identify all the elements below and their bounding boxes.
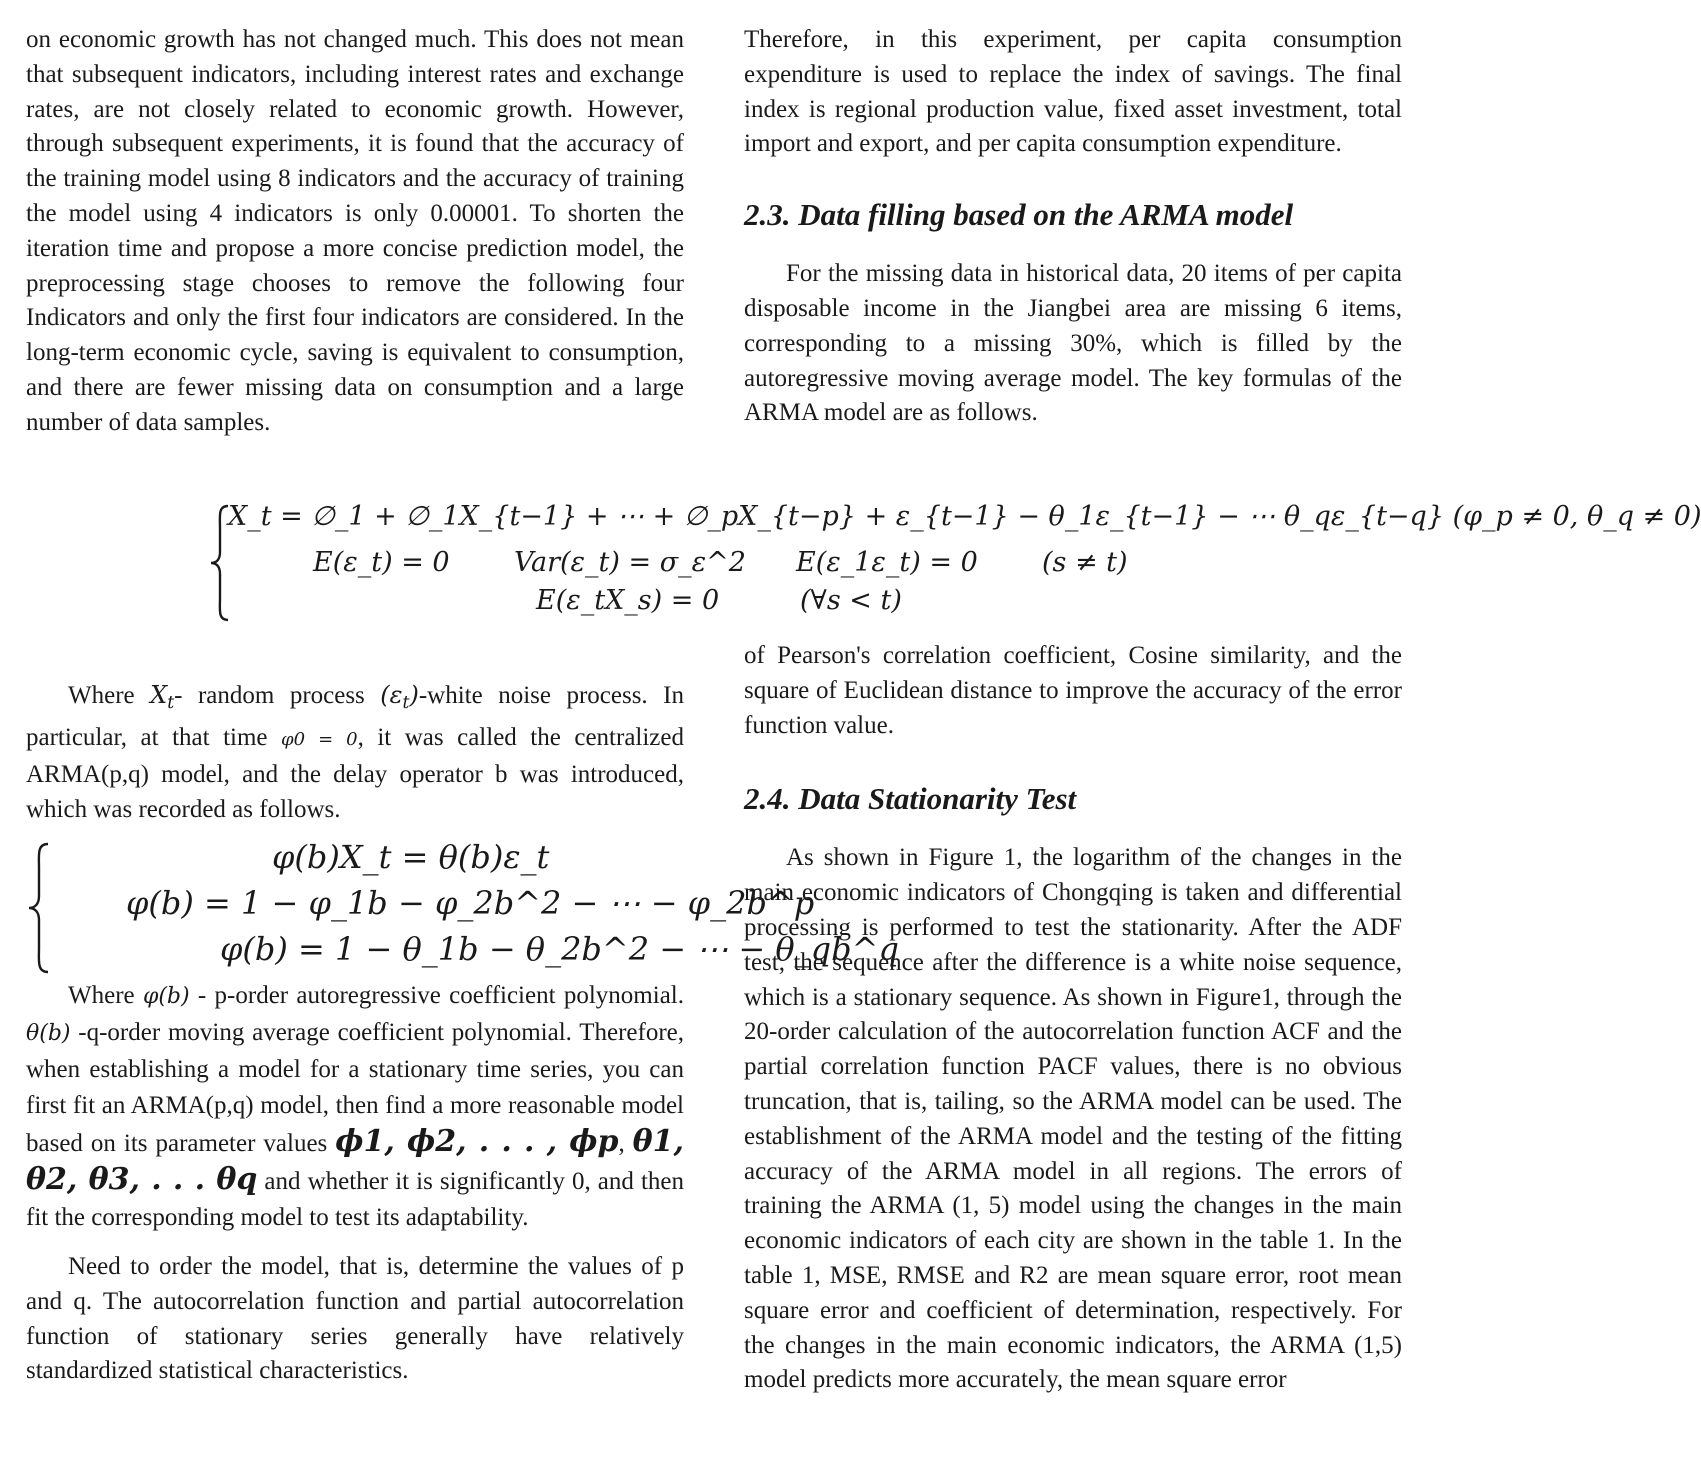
left-column-polynomials — [26, 978, 684, 1389]
paragraph-missing-data: For the missing data in historical data, 20 items of per capita disposable income in the Jiangbei area are missing 6 items, corresponding to a missing 30%, which is filled by the autoregressive moving average model. The key formulas of the ARMA model are as follows. — [744, 260, 1402, 427]
right-column-middle — [744, 639, 1402, 1398]
symbol-theta-parameters: θ1, θ2, θ3, . . . θq — [26, 1124, 684, 1197]
paragraph-economic-growth: on economic growth has not changed much. This does not mean that subsequent indicators, including interest rates and exchange rates, are not closely related to economic growth. However, through subsequent experiments, it is found that the accuracy of the training model using 8 indicators and the accuracy of training the model using 4 indicators is only 0.00001. To shorten the iteration time and propose a more concise prediction model, the preprocessing stage chooses to remove the following four Indicators and only the first four indicators are considered. In the long-term economic cycle, saving is equivalent to consumption, and there are fewer missing data on consumption and a large number of data samples. — [26, 26, 684, 436]
left-column-where — [26, 678, 684, 827]
equation-2-line-3: φ(b) = 1 − θ_1b − θ_2b^2 − ⋯ − θ_qb^q — [220, 930, 899, 968]
equation-2-line-2: φ(b) = 1 − φ_1b − φ_2b^2 − ⋯ − φ_2b^p — [126, 884, 815, 922]
section-heading-2-3: 2.3. Data filling based on the ARMA model — [744, 197, 1294, 233]
paragraph-polynomials: Where φ(b) - p-order autoregressive coefficient polynomial. θ(b) -q-order moving average coefficient polynomial. Therefore, when establishing a model for a stationary time series, you can first fit an ARMA(p,q) model, then find a more reasonable model based on its parameter values ϕ1, ϕ2, . . . , ϕp, θ1, θ2, θ3, . . . θq and whether it is significantly 0, and then fit the corresponding model to test its adaptability. — [26, 982, 685, 1231]
equation-1-condition-forall: (∀s < t) — [800, 585, 902, 616]
equation-1-covariance: E(ε_1ε_t) = 0 — [796, 547, 978, 578]
equation-1-condition-s-ne-t: (s ≠ t) — [1042, 547, 1128, 578]
left-brace-icon-2 — [26, 842, 52, 974]
symbol-phi-zero: φ0 = 0 — [281, 728, 358, 750]
equation-1-line-1: X_t = ∅_1 + ∅_1X_{t−1} + ⋯ + ∅_pX_{t−p} + ε_{t−1} − θ_1ε_{t−1} − ⋯ θ_qε_{t−q} (φ_p ≠ 0, θ_q ≠ 0) — [228, 501, 1701, 532]
equation-1-orthogonality: E(ε_tX_s) = 0 — [536, 585, 720, 616]
section-heading-2-4: 2.4. Data Stationarity Test — [744, 781, 1077, 817]
paragraph-stationarity-test: As shown in Figure 1, the logarithm of the changes in the main economic indicators of Chongqing is taken and differential processing is performed to test the stationarity. After the ADF test, the sequence after the difference is a white noise sequence, which is a stationary sequence. As shown in Figure1, through the 20-order calculation of the autocorrelation function ACF and the partial correlation function PACF values, there is no obvious truncation, that is, tailing, so the ARMA model can be used. The establishment of the ARMA model and the testing of the fitting accuracy of the ARMA model in all regions. The errors of training the ARMA (1, 5) model using the changes in the main economic indicators of each city are shown in the table 1. In the table 1, MSE, RMSE and R2 are mean square error, root mean square error and coefficient of determination, respectively. For the changes in the main economic indicators, the ARMA (1,5) model predicts more accurately, the mean square error — [744, 844, 1402, 1394]
equation-1-mean-epsilon: E(ε_t) = 0 — [313, 547, 450, 578]
equation-1-variance-epsilon: Var(ε_t) = σ_ε^2 — [514, 547, 746, 578]
symbol-epsilon-t: $(\varepsilon_t)$ — [380, 681, 419, 714]
left-column-top — [26, 23, 684, 441]
symbol-x-t: $X_t$ — [150, 681, 175, 714]
symbol-theta-b: θ(b) — [26, 1021, 71, 1046]
paragraph-pearson-cosine: of Pearson's correlation coefficient, Cosine similarity, and the square of Euclidean distance to improve the accuracy of the error function value. — [744, 642, 1402, 739]
symbol-phi-parameters: ϕ1, ϕ2, . . . , ϕp — [335, 1124, 619, 1159]
paragraph-where-random-process: Where $X_t-$ random process $(\varepsilon_t)$-white noise process. In particular, at that time φ0 = 0, it was called the centralized ARMA(p,q) model, and the delay operator b was introduced, which was recorded as follows. — [26, 681, 684, 823]
equation-2-line-1: φ(b)X_t = θ(b)ε_t — [272, 838, 550, 876]
right-column-top — [744, 23, 1402, 431]
paragraph-consumption-expenditure: Therefore, in this experiment, per capita consumption expenditure is used to replace the index of savings. The final index is regional production value, fixed asset investment, total import and export, and per capita consumption expenditure. — [744, 26, 1402, 158]
symbol-phi-b: φ(b) — [142, 984, 190, 1009]
paragraph-model-order: Need to order the model, that is, determine the values of p and q. The autocorrelation function and partial autocorrelation function of stationary series generally have relatively standardized statistical characteristics. — [26, 1253, 684, 1385]
